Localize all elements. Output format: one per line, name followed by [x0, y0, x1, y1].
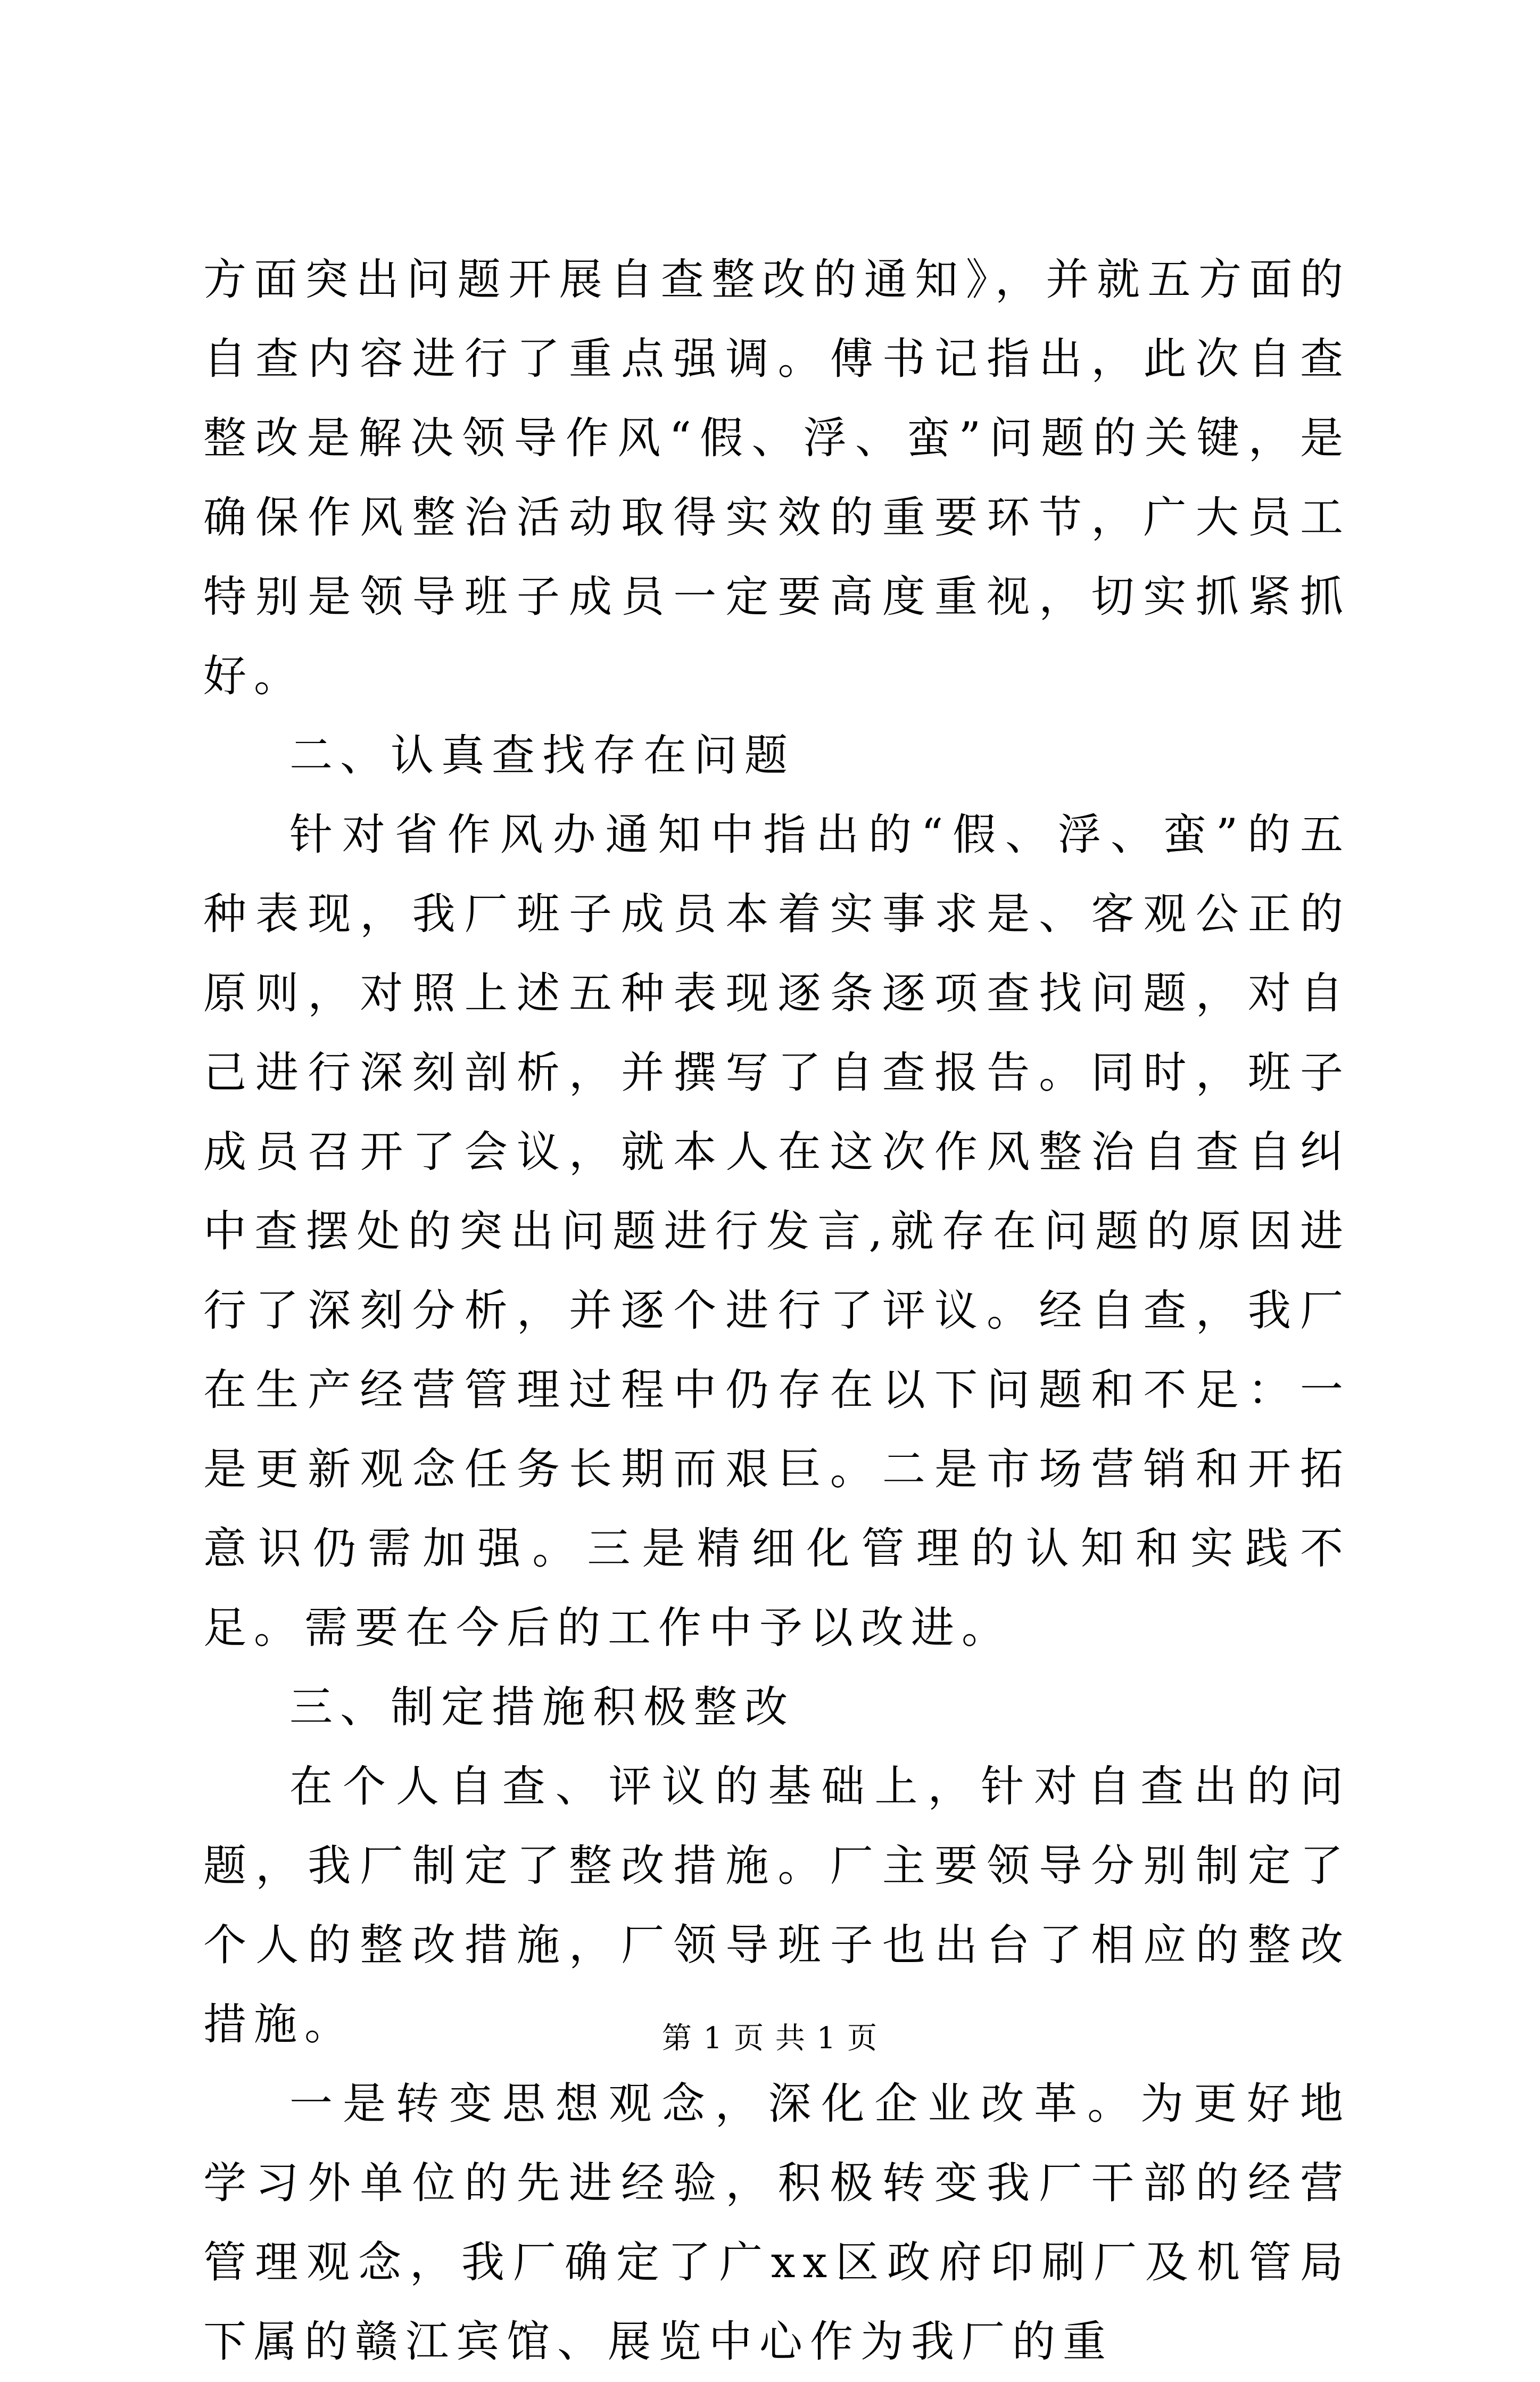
section-heading-2: 二、认真查找存在问题: [289, 731, 796, 781]
paragraph-measures: 在个人自查、评议的基础上，针对自查出的问题，我厂制定了整改措施。厂主要领导分别制定了个人的整改措施，厂领导班子也出台了相应的整改措施。: [203, 1762, 1351, 2050]
paragraph-measure-one: 一是转变思想观念，深化企业改革。为更好地学习外单位的先进经验，积极转变我厂干部的经营管理观念，我厂确定了广xx区政府印刷厂及机管局下属的赣江宾馆、展览中心作为我厂的重: [203, 2079, 1351, 2367]
page-footer: 第 1 页 共 1 页: [661, 2021, 879, 2056]
paragraph-continuation: 方面突出问题开展自查整改的通知》，并就五方面的自查内容进行了重点强调。傅书记指出，此次自查整改是解决领导作风“假、浮、蛮”问题的关键，是确保作风整治活动取得实效的重要环节，广大员工特别是领导班子成员一定要高度重视，切实抓紧抓好。: [203, 255, 1351, 702]
section-heading-3: 三、制定措施积极整改: [289, 1683, 796, 1733]
document-body: [203, 241, 1351, 2382]
paragraph-findings: 针对省作风办通知中指出的“假、浮、蛮”的五种表现，我厂班子成员本着实事求是、客观公正的原则，对照上述五种表现逐条逐项查找问题，对自己进行深刻剖析，并撰写了自查报告。同时，班子成员召开了会议，就本人在这次作风整治自查自纠中查摆处的突出问题进行发言,就存在问题的原因进行了深刻分析，并逐个进行了评议。经自查，我厂在生产经营管理过程中仍存在以下问题和不足：一是更新观念任务长期而艰巨。二是市场营销和开拓意识仍需加强。三是精细化管理的认知和实践不足。需要在今后的工作中予以改进。: [203, 810, 1351, 1653]
